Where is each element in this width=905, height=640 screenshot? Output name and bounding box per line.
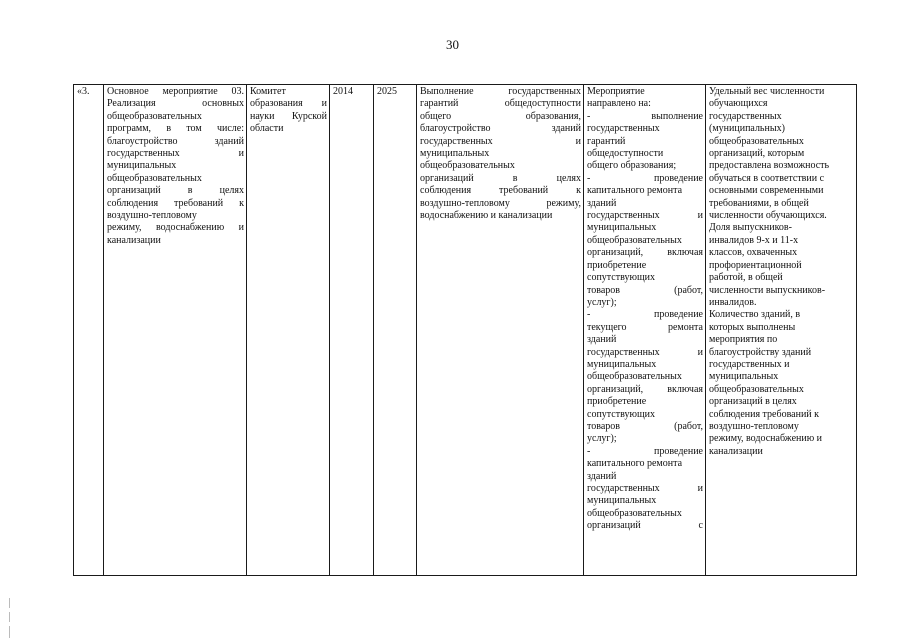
cell-text-line: воздушно-тепловому режиму, <box>420 197 581 209</box>
cell-text-line: численности обучающихся. <box>709 210 827 222</box>
cell-text-line: образования и <box>250 98 327 110</box>
cell-text-line: благоустройство зданий <box>420 123 581 135</box>
cell-text-line: организаций, включая <box>587 383 703 395</box>
expected-result-lines <box>420 86 581 222</box>
row-number: «3. <box>77 86 90 97</box>
cell-text-line: науки Курской <box>250 110 327 122</box>
cell-text-line: муниципальных <box>587 358 657 370</box>
cell-text-line: приобретение <box>587 259 647 271</box>
margin-mark <box>9 612 10 622</box>
cell-text-line: Доля выпускников- <box>709 222 792 234</box>
cell-text-line: зданий <box>587 470 617 482</box>
cell-text-line: организаций, которым <box>709 148 805 160</box>
cell-text-line: Удельный вес численности <box>709 86 825 97</box>
cell-text-line: муниципальных <box>107 160 177 172</box>
cell-text-line: области <box>250 123 284 135</box>
cell-indicators <box>706 85 857 576</box>
cell-text-line: - выполнение <box>587 110 703 122</box>
indicator-lines <box>709 86 854 458</box>
cell-text-line: организаций с <box>587 520 703 532</box>
cell-text-line: организаций в целях <box>709 396 797 408</box>
table-row <box>74 85 857 576</box>
cell-measure-name <box>104 85 247 576</box>
page-number: 30 <box>446 37 459 52</box>
cell-text-line: - проведение <box>587 172 703 184</box>
cell-text-line: приобретение <box>587 396 647 408</box>
year-start: 2014 <box>333 86 353 97</box>
cell-text-line: основными современными <box>709 185 824 197</box>
cell-text-line: мероприятия по <box>709 334 778 346</box>
cell-text-line: услуг); <box>587 433 617 445</box>
cell-text-line: общедоступности <box>587 148 664 160</box>
cell-text-line: программ, в том числе: <box>107 123 244 135</box>
cell-text-line: общеобразовательных <box>709 135 804 147</box>
cell-text-line: государственных и <box>587 346 703 358</box>
cell-text-line: государственных и <box>107 148 244 160</box>
measure-name-lines <box>107 86 244 247</box>
cell-text-line: работой, в общей <box>709 272 783 284</box>
cell-text-line: Мероприятие <box>587 86 645 97</box>
cell-text-line: текущего ремонта <box>587 321 703 333</box>
cell-text-line: общеобразовательных <box>709 383 804 395</box>
year-end: 2025 <box>377 86 397 97</box>
cell-text-line: обучающихся <box>709 98 768 110</box>
cell-number <box>74 85 104 576</box>
cell-text-line: организаций, включая <box>587 247 703 259</box>
cell-expected-result <box>417 85 584 576</box>
cell-text-line: сопутствующих <box>587 408 655 420</box>
cell-text-line: воздушно-тепловому <box>709 420 799 432</box>
cell-text-line: организаций в целях <box>107 185 244 197</box>
cell-text-line: направлено на: <box>587 98 651 110</box>
cell-text-line: (муниципальных) <box>709 123 785 135</box>
cell-text-line: обучаться в соответствии с <box>709 172 825 184</box>
cell-text-line: инвалидов. <box>709 296 757 308</box>
cell-text-line: Основное мероприятие 03. <box>107 86 244 97</box>
cell-text-line: капитального ремонта <box>587 185 683 197</box>
cell-text-line: сопутствующих <box>587 272 655 284</box>
measures-table <box>73 84 857 576</box>
cell-text-line: Реализация основных <box>107 98 244 110</box>
executor-lines <box>250 86 327 136</box>
margin-mark <box>9 626 10 638</box>
cell-text-line: канализации <box>107 234 161 246</box>
cell-text-line: государственных <box>587 123 660 135</box>
cell-text-line: зданий <box>587 197 617 209</box>
cell-text-line: соблюдения требований к <box>107 197 244 209</box>
cell-text-line: товаров (работ, <box>587 420 703 432</box>
cell-text-line: общего образования, <box>420 110 581 122</box>
cell-text-line: муниципальных <box>587 222 657 234</box>
cell-text-line: государственных и <box>587 210 703 222</box>
cell-text-line: муниципальных <box>420 148 490 160</box>
cell-text-line: общеобразовательных <box>107 172 202 184</box>
cell-text-line: капитального ремонта <box>587 458 683 470</box>
cell-text-line: государственных и <box>420 135 581 147</box>
cell-text-line: государственных и <box>709 358 790 370</box>
cell-text-line: предоставлена возможность <box>709 160 830 172</box>
cell-text-line: услуг); <box>587 296 617 308</box>
cell-text-line: общеобразовательных <box>587 234 682 246</box>
cell-text-line: классов, охваченных <box>709 247 798 259</box>
cell-text-line: канализации <box>709 445 763 457</box>
cell-text-line: численности выпускников- <box>709 284 826 296</box>
cell-text-line: муниципальных <box>587 495 657 507</box>
cell-description <box>584 85 706 576</box>
cell-text-line: общеобразовательных <box>587 507 682 519</box>
cell-text-line: муниципальных <box>709 371 779 383</box>
cell-text-line: требованиями, в общей <box>709 197 809 209</box>
cell-text-line: гарантий <box>587 135 626 147</box>
cell-text-line: Количество зданий, в <box>709 309 801 321</box>
description-lines <box>587 86 703 533</box>
cell-year-start <box>330 85 374 576</box>
cell-text-line: водоснабжению и канализации <box>420 210 553 222</box>
cell-text-line: общеобразовательных <box>420 160 515 172</box>
cell-text-line: благоустройству зданий <box>709 346 812 358</box>
cell-text-line: благоустройство зданий <box>107 135 244 147</box>
cell-text-line: режиму, водоснабжению и <box>107 222 244 234</box>
cell-text-line: зданий <box>587 334 617 346</box>
cell-text-line: которых выполнены <box>709 321 796 333</box>
cell-text-line: - проведение <box>587 309 703 321</box>
cell-text-line: соблюдения требований к <box>709 408 820 420</box>
cell-text-line: инвалидов 9-х и 11-х <box>709 234 799 246</box>
margin-mark <box>9 598 10 608</box>
cell-text-line: организаций в целях <box>420 172 581 184</box>
cell-text-line: Выполнение государственных <box>420 86 581 97</box>
cell-text-line: общеобразовательных <box>587 371 682 383</box>
cell-text-line: государственных <box>709 110 782 122</box>
cell-text-line: Комитет <box>250 86 286 97</box>
cell-text-line: режиму, водоснабжению и <box>709 433 823 445</box>
cell-text-line: общеобразовательных <box>107 110 202 122</box>
cell-text-line: профориентационной <box>709 259 802 271</box>
cell-text-line: воздушно-тепловому <box>107 210 197 222</box>
cell-text-line: гарантий общедоступности <box>420 98 581 110</box>
cell-text-line: - проведение <box>587 445 703 457</box>
cell-text-line: товаров (работ, <box>587 284 703 296</box>
cell-text-line: государственных и <box>587 483 703 494</box>
cell-year-end <box>374 85 417 576</box>
cell-executor <box>247 85 330 576</box>
cell-text-line: общего образования; <box>587 160 677 172</box>
cell-text-line: соблюдения требований к <box>420 185 581 197</box>
